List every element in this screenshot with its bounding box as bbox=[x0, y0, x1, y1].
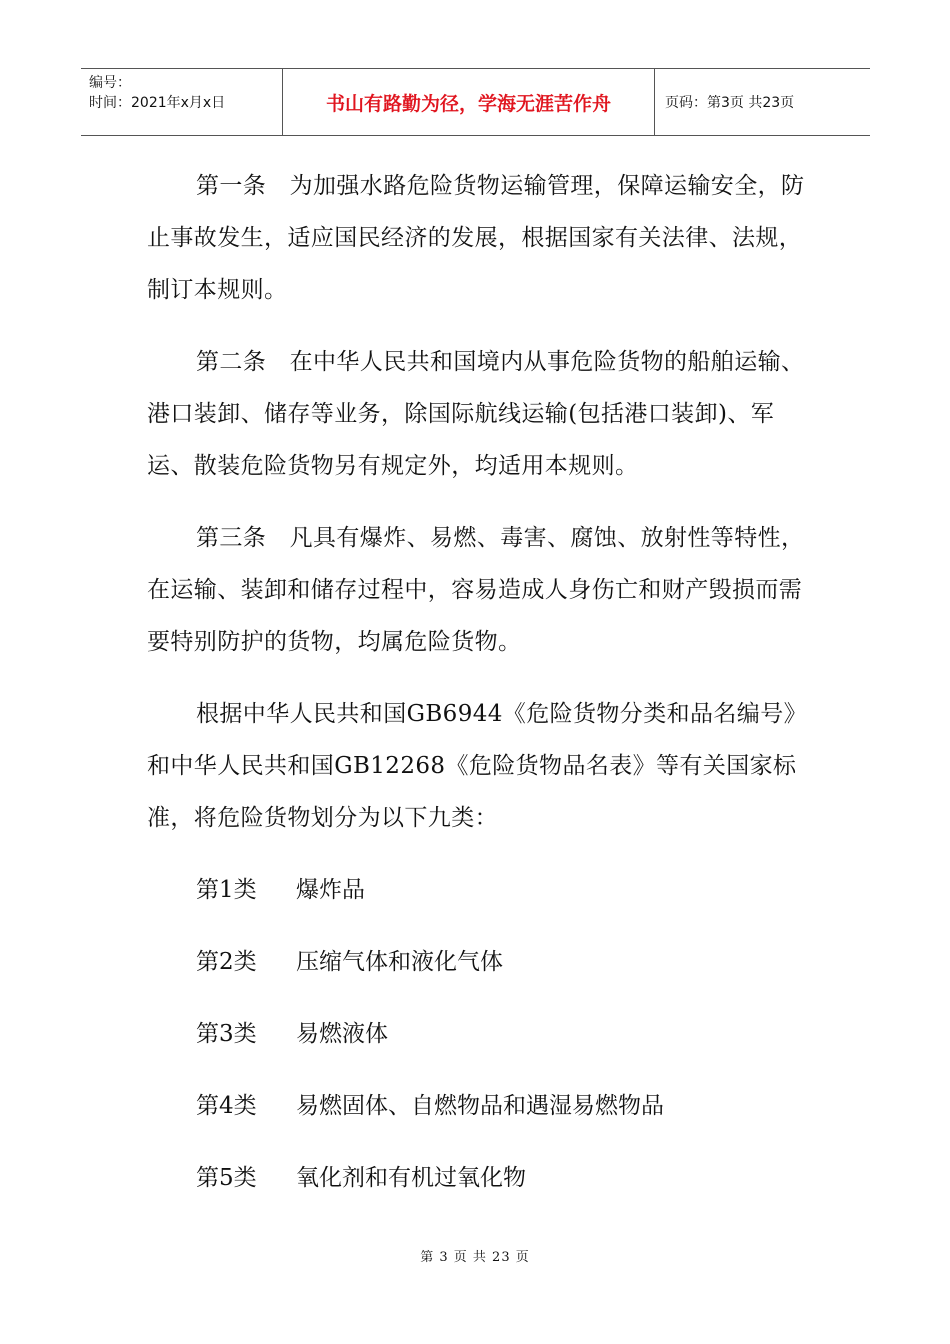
header-meta bbox=[81, 69, 282, 135]
category-item bbox=[147, 1152, 807, 1204]
category-item bbox=[147, 1080, 807, 1132]
category-label: 第1类 bbox=[196, 877, 257, 903]
category-name: 爆炸品 bbox=[296, 877, 365, 903]
category-label: 第4类 bbox=[196, 1093, 257, 1119]
article-3: 第三条 凡具有爆炸、易燃、毒害、腐蚀、放射性等特性，在运输、装卸和储存过程中，容易造成人身伤亡和财产毁损而需要特别防护的货物，均属危险货物。 bbox=[147, 525, 805, 655]
category-item bbox=[147, 1008, 807, 1060]
category-name: 易燃固体、自燃物品和遇湿易燃物品 bbox=[296, 1093, 664, 1119]
article-2: 第二条 在中华人民共和国境内从事危险货物的船舶运输、港口装卸、储存等业务，除国际航线运输(包括港口装卸)、军运、散装危险货物另有规定外，均适用本规则。 bbox=[147, 349, 805, 479]
document-body bbox=[147, 160, 807, 1224]
category-name: 氧化剂和有机过氧化物 bbox=[296, 1165, 526, 1191]
header-motto: 书山有路勤为径，学海无涯苦作舟 bbox=[282, 69, 655, 135]
category-label: 第2类 bbox=[196, 949, 257, 975]
category-name: 压缩气体和液化气体 bbox=[296, 949, 503, 975]
category-label: 第5类 bbox=[196, 1165, 257, 1191]
number-label: 编号： bbox=[89, 75, 131, 91]
category-label: 第3类 bbox=[196, 1021, 257, 1047]
classification-intro: 根据中华人民共和国GB6944《危险货物分类和品名编号》和中华人民共和国GB12268《危险货物品名表》等有关国家标准，将危险货物划分为以下九类： bbox=[147, 701, 808, 831]
time-label: 时间：2021年x月x日 bbox=[89, 95, 226, 111]
category-item bbox=[147, 936, 807, 988]
category-name: 易燃液体 bbox=[296, 1021, 388, 1047]
category-item bbox=[147, 864, 807, 916]
article-1: 第一条 为加强水路危险货物运输管理，保障运输安全，防止事故发生，适应国民经济的发展，根据国家有关法律、法规，制订本规则。 bbox=[147, 173, 805, 303]
header-page-info: 页码：第3页 共23页 bbox=[665, 95, 795, 111]
document-header bbox=[81, 68, 870, 136]
page-footer: 第 3 页 共 23 页 bbox=[420, 1250, 530, 1265]
